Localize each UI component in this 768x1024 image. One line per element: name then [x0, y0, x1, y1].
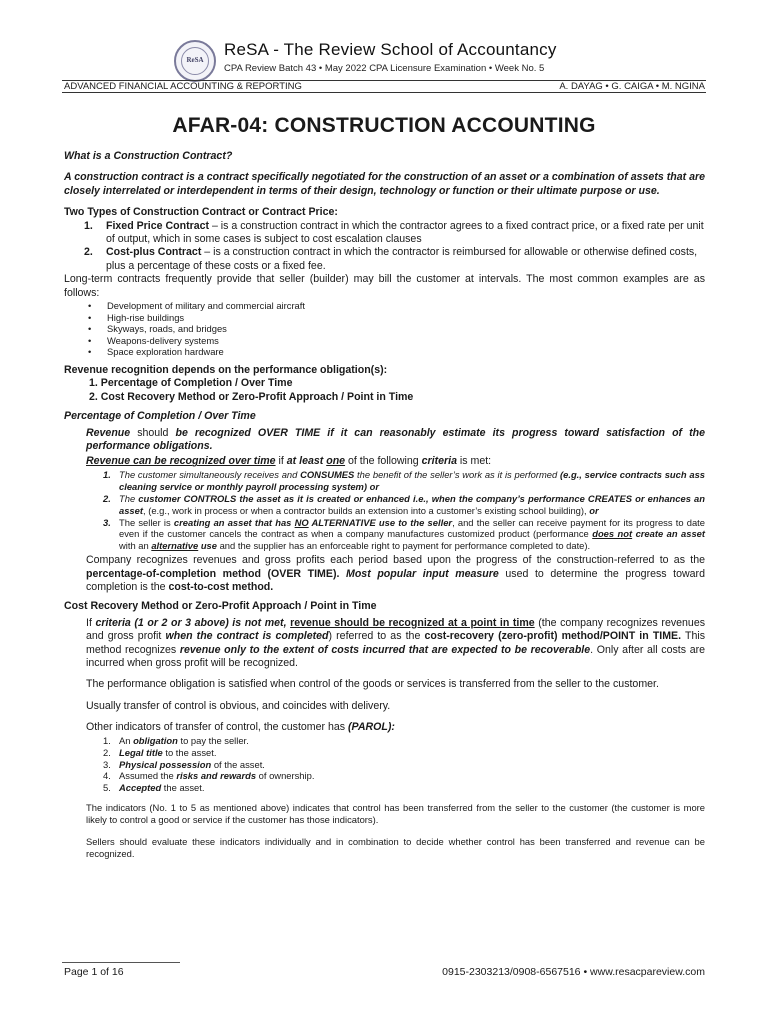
list-item: • High-rise buildings: [88, 311, 185, 323]
list-item: • Development of military and commercial aircraft: [88, 300, 305, 312]
page-number: Page 1 of 16: [64, 966, 124, 978]
poc-paragraph-3: Company recognizes revenues and gross profits each period based upon the progress of the construction-referred to as the percentage-of-completion method (OVER TIME). Most popular input measure used to determine the progress toward completion is the cost-to-cost method.: [86, 554, 705, 594]
parol-list: [64, 735, 705, 795]
footer-contact: 0915-2303213/0908-6567516 • www.resacpareview.com: [442, 966, 705, 978]
list-item: 1. An obligation to pay the seller.: [103, 734, 249, 746]
subject-label: ADVANCED FINANCIAL ACCOUNTING & REPORTING: [64, 81, 302, 92]
list-item: 4. Assumed the risks and rewards of ownership.: [103, 770, 315, 782]
batch-line: CPA Review Batch 43 • May 2022 CPA Licensure Examination • Week No. 5: [224, 63, 545, 74]
indicators-paragraph-1: The indicators (No. 1 to 5 as mentioned above) indicates that control has been transferred from the seller to the customer (the customer is more likely to control a good or service if the customer has those indicators).: [86, 802, 705, 826]
method-item: 2. Cost Recovery Method or Zero-Profit Approach / Point in Time: [89, 390, 414, 403]
list-item: 3. Physical possession of the asset.: [103, 758, 265, 770]
crm-paragraph-3: Usually transfer of control is obvious, and coincides with delivery.: [86, 699, 391, 712]
crm-paragraph-4: Other indicators of transfer of control, the customer has (PAROL):: [86, 721, 395, 734]
list-item: 2. Legal title to the asset.: [103, 746, 217, 758]
list-item: • Skyways, roads, and bridges: [88, 323, 227, 335]
revenue-heading: Revenue recognition depends on the performance obligation(s):: [64, 364, 388, 377]
indicators-paragraph-2: Sellers should evaluate these indicators individually and in combination to decide whether control has been transferred and revenue can be recognized.: [86, 836, 705, 859]
poc-paragraph-2: Revenue can be recognized over time if at least one of the following criteria is met:: [86, 455, 492, 468]
crm-paragraph-1: If criteria (1 or 2 or 3 above) is not met, revenue should be recognized at a point in time (the company recognizes revenues and gross profit when the contract is completed) referred to as the cost-recovery (zero-profit) method/POINT in TIME. This method recognizes revenue only to the extent of costs incurred that are expected to be recoverable. Only after all costs are incurred when gross profit will be recognized.: [86, 616, 706, 670]
list-item: 2. Cost-plus Contract – is a construction contract in which the contractor is reimbursed for allowable or otherwise defined costs, plus a percentage of these costs or a fixed fee.: [84, 246, 698, 272]
list-item: 1. Fixed Price Contract – is a construction contract in which the contractor agrees to a fixed contract price, or a fixed rate per unit of output, which in some cases is subject to cost escalation clauses: [84, 219, 704, 246]
seal-text: ReSA: [186, 56, 204, 64]
footer-rule: [62, 962, 180, 963]
list-item: • Space exploration hardware: [88, 346, 224, 358]
document-body: [64, 150, 705, 860]
question-heading: What is a Construction Contract?: [64, 150, 233, 162]
examples-list: [64, 300, 705, 358]
resa-seal-logo: [174, 40, 216, 82]
criteria-list: [64, 469, 705, 552]
page-title: AFAR-04: CONSTRUCTION ACCOUNTING: [172, 114, 596, 137]
list-item: 2. The customer CONTROLS the asset as it is created or enhanced i.e., when the company’s performance CREATES or enhances an asset, (e.g., work in process or when a contractor builds an extension into a customer’s existing school building), or: [103, 492, 705, 516]
longterm-paragraph: Long-term contracts frequently provide that seller (builder) may bill the customer at intervals. The most common examples are as follows:: [64, 273, 705, 299]
school-name: ReSA - The Review School of Accountancy: [224, 40, 557, 59]
list-item: • Weapons-delivery systems: [88, 334, 219, 346]
list-item: 1. The customer simultaneously receives and CONSUMES the benefit of the seller’s work as it is performed (e.g., service contracts such ass cleaning service or monthly payroll processing system) or: [103, 468, 705, 492]
types-heading: Two Types of Construction Contract or Contract Price:: [64, 206, 338, 219]
method-item: 1. Percentage of Completion / Over Time: [89, 377, 293, 390]
header-rule-bottom: [62, 92, 706, 93]
contract-types-list: [64, 220, 705, 274]
page-header: [0, 36, 768, 84]
list-item: 3. The seller is creating an asset that has NO ALTERNATIVE use to the seller, and the seller can receive payment for its progress to date even if the customer cancels the contract as when a company manufactures customized product (performance does not create an asset with an alternative use and the supplier has an enforceable right to payment for performance completed to date).: [103, 516, 705, 552]
definition-paragraph: A construction contract is a contract specifically negotiated for the construction of an asset or a combination of assets that are closely interrelated or interdependent in terms of their design, technology or function or their ultimate purpose or use.: [64, 171, 705, 197]
poc-heading: Percentage of Completion / Over Time: [64, 410, 256, 423]
crm-heading: Cost Recovery Method or Zero-Profit Approach / Point in Time: [64, 600, 377, 613]
poc-paragraph-1: Revenue should be recognized OVER TIME if it can reasonably estimate its progress toward satisfaction of the performance obligations.: [86, 426, 705, 453]
authors-label: A. DAYAG • G. CAIGA • M. NGINA: [559, 81, 705, 92]
crm-paragraph-2: The performance obligation is satisfied when control of the goods or services is transferred from the seller to the customer.: [86, 678, 659, 691]
list-item: 5. Accepted the asset.: [103, 782, 205, 794]
